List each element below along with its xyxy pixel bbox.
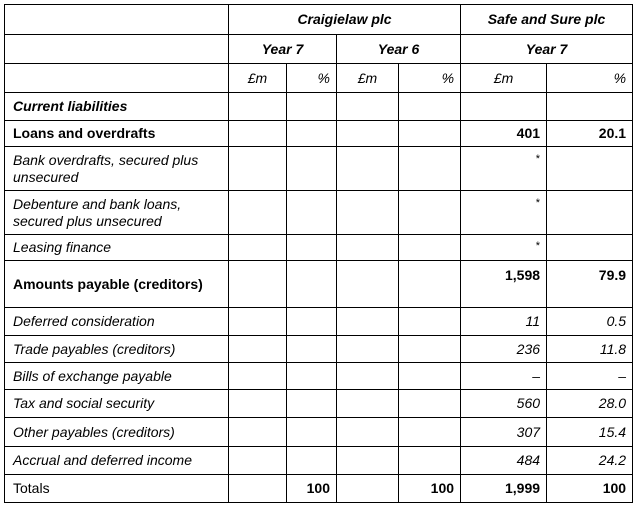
cell: [399, 390, 461, 418]
totals-b-pct: 100: [547, 475, 633, 503]
row-label: Bank overdrafts, secured plus unsecured: [5, 147, 229, 191]
company-a-header: Craigielaw plc: [229, 5, 461, 35]
value-m: 484: [461, 447, 547, 475]
table-row: [5, 93, 633, 121]
cell: [399, 308, 461, 336]
row-label: Current liabilities: [5, 93, 229, 121]
cell: [399, 363, 461, 390]
cell: [229, 336, 287, 363]
totals-label: Totals: [5, 475, 229, 503]
unit-pct-b1: %: [547, 64, 633, 93]
cell: [229, 93, 287, 121]
row-label: Deferred consideration: [5, 308, 229, 336]
table-row: [5, 447, 633, 475]
cell: [399, 261, 461, 308]
table-row: [5, 147, 633, 191]
cell: [287, 235, 337, 261]
cell: [337, 447, 399, 475]
header-blank-cell: [5, 64, 229, 93]
cell: [337, 261, 399, 308]
header-row-units: [5, 64, 633, 93]
value-pct: 24.2: [547, 447, 633, 475]
value-m: *: [461, 191, 547, 235]
unit-pct-a2: %: [399, 64, 461, 93]
row-label: Tax and social security: [5, 390, 229, 418]
value-pct: [547, 235, 633, 261]
cell: [337, 93, 399, 121]
cell: [229, 390, 287, 418]
cell: [399, 235, 461, 261]
table-row: [5, 121, 633, 147]
header-row-years: [5, 35, 633, 64]
cell: [229, 475, 287, 503]
value-pct: –: [547, 363, 633, 390]
cell: [337, 336, 399, 363]
value-pct: [547, 147, 633, 191]
row-label: Debenture and bank loans, secured plus unsecured: [5, 191, 229, 235]
value-m: 236: [461, 336, 547, 363]
totals-b-m: 1,999: [461, 475, 547, 503]
totals-a2-pct: 100: [399, 475, 461, 503]
cell: [287, 336, 337, 363]
unit-money-a1: £m: [229, 64, 287, 93]
value-pct: 20.1: [547, 121, 633, 147]
row-label: Leasing finance: [5, 235, 229, 261]
cell: [229, 261, 287, 308]
cell: [287, 93, 337, 121]
value-m: –: [461, 363, 547, 390]
year-b1-header: Year 7: [461, 35, 633, 64]
unit-money-a2: £m: [337, 64, 399, 93]
row-label: Bills of exchange payable: [5, 363, 229, 390]
cell: [287, 191, 337, 235]
value-m: 401: [461, 121, 547, 147]
liabilities-table: [4, 4, 633, 503]
cell: [399, 147, 461, 191]
value-pct: 0.5: [547, 308, 633, 336]
table-row: [5, 308, 633, 336]
row-label: Accrual and deferred income: [5, 447, 229, 475]
cell: [287, 363, 337, 390]
cell: [287, 261, 337, 308]
value-m: [461, 93, 547, 121]
cell: [399, 447, 461, 475]
cell: [337, 191, 399, 235]
table-row: [5, 235, 633, 261]
cell: [229, 235, 287, 261]
cell: [399, 191, 461, 235]
header-blank-cell: [5, 35, 229, 64]
cell: [229, 121, 287, 147]
cell: [337, 363, 399, 390]
table-row: [5, 390, 633, 418]
cell: [399, 93, 461, 121]
unit-pct-a1: %: [287, 64, 337, 93]
row-label: Amounts payable (creditors): [5, 261, 229, 308]
cell: [337, 308, 399, 336]
value-m: 1,598: [461, 261, 547, 308]
cell: [287, 447, 337, 475]
cell: [337, 121, 399, 147]
value-pct: [547, 93, 633, 121]
cell: [399, 121, 461, 147]
cell: [337, 147, 399, 191]
cell: [287, 390, 337, 418]
cell: [337, 475, 399, 503]
cell: [229, 308, 287, 336]
totals-a1-pct: 100: [287, 475, 337, 503]
year-a1-header: Year 7: [229, 35, 337, 64]
cell: [229, 147, 287, 191]
value-m: *: [461, 147, 547, 191]
cell: [287, 418, 337, 447]
value-pct: 79.9: [547, 261, 633, 308]
cell: [287, 147, 337, 191]
row-label: Trade payables (creditors): [5, 336, 229, 363]
cell: [229, 363, 287, 390]
value-m: 307: [461, 418, 547, 447]
value-m: 11: [461, 308, 547, 336]
unit-money-b1: £m: [461, 64, 547, 93]
table-row: [5, 363, 633, 390]
value-pct: 15.4: [547, 418, 633, 447]
totals-row: [5, 475, 633, 503]
header-row-companies: [5, 5, 633, 35]
cell: [287, 308, 337, 336]
company-b-header: Safe and Sure plc: [461, 5, 633, 35]
cell: [337, 390, 399, 418]
table-row: [5, 336, 633, 363]
value-m: 560: [461, 390, 547, 418]
value-pct: 11.8: [547, 336, 633, 363]
cell: [287, 121, 337, 147]
table-row: [5, 261, 633, 308]
cell: [337, 418, 399, 447]
header-blank-cell: [5, 5, 229, 35]
row-label: Other payables (creditors): [5, 418, 229, 447]
cell: [229, 447, 287, 475]
table-row: [5, 191, 633, 235]
cell: [337, 235, 399, 261]
row-label: Loans and overdrafts: [5, 121, 229, 147]
cell: [229, 191, 287, 235]
table-row: [5, 418, 633, 447]
cell: [399, 336, 461, 363]
cell: [229, 418, 287, 447]
year-a2-header: Year 6: [337, 35, 461, 64]
cell: [399, 418, 461, 447]
value-m: *: [461, 235, 547, 261]
value-pct: [547, 191, 633, 235]
value-pct: 28.0: [547, 390, 633, 418]
